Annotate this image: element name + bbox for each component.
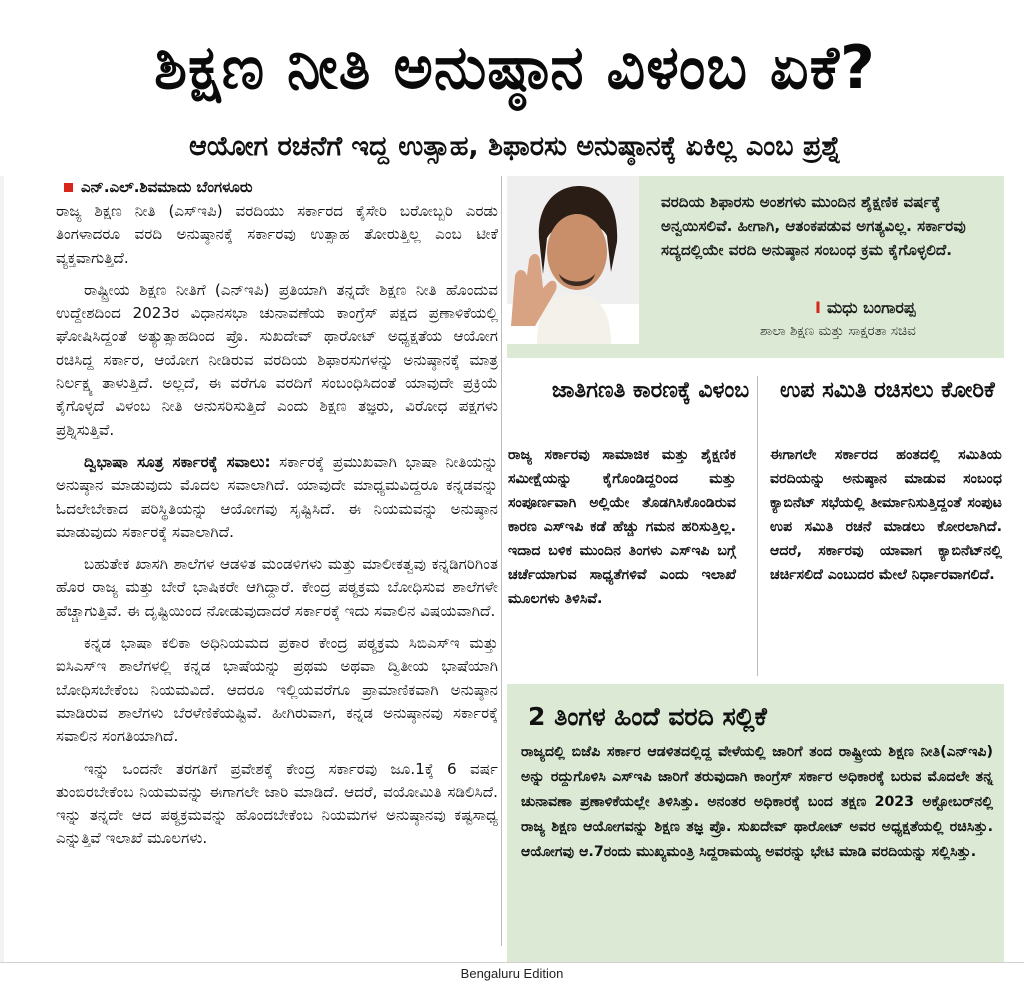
quote-name-text: ಮಧು ಬಂಗಾರಪ್ಪ bbox=[826, 298, 916, 317]
minister-photo bbox=[507, 176, 639, 344]
committee-box-title: ಉಪ ಸಮಿತಿ ರಚಿಸಲು ಕೋರಿಕೆ bbox=[780, 378, 995, 403]
name-bar-icon: I bbox=[815, 298, 821, 317]
article-paragraph: ರಾಷ್ಟ್ರೀಯ ಶಿಕ್ಷಣ ನೀತಿಗೆ (ಎನ್‌ಇಪಿ) ಪ್ರತಿಯಾಗಿ ತನ್ನದೇ ಶಿಕ್ಷಣ ನೀತಿ ಹೊಂದುವ ಉದ್ದೇಶದಿಂದ 2023ರ ವಿಧಾನಸಭಾ ಚುನಾವಣೆಯ ಕಾಂಗ್ರೆಸ್ ಪಕ್ಷದ ಪ್ರಣಾಳಿಕೆಯಲ್ಲಿ ಘೋಷಿಸಿದ್ದಂತೆ ಅತ್ಯುತ್ಸಾಹದಿಂದ ಪ್ರೊ. ಸುಖದೇವ್ ಥಾರೋಟ್ ಅಧ್ಯಕ್ಷತೆಯ ಆಯೋಗ ರಚಿಸಿದ್ದ ಸರ್ಕಾರ, ಆಯೋಗ ನೀಡಿರುವ ವರದಿಯ ಶಿಫಾರಸುಗಳನ್ನು ಅನುಷ್ಠಾನಕ್ಕೆ ಮಾತ್ರ ನಿರ್ಲಕ್ಷ್ಯ ತಾಳುತ್ತಿದೆ. ಅಲ್ಲದೆ, ಈ ವರೆಗೂ ವರದಿಗೆ ಸಂಬಂಧಿಸಿದಂತೆ ಯಾವುದೇ ಪ್ರಕ್ರಿಯೆ ಕೈಗೊಳ್ಳದೆ ವಿಳಂಬ ನೀತಿ ಅನುಸರಿಸುತ್ತಿದೆ ಎಂದು ಶಿಕ್ಷಣ ತಜ್ಞರು, ವಿರೋಧ ಪಕ್ಷಗಳು ಪ್ರಶ್ನಿಸುತ್ತಿವೆ. bbox=[56, 280, 498, 439]
byline-text: ಎನ್.ಎಲ್.ಶಿವಮಾದು ಬೆಂಗಳೂರು bbox=[81, 178, 253, 196]
caste-box-title: ಜಾತಿಗಣತಿ ಕಾರಣಕ್ಕೆ ವಿಳಂಬ bbox=[551, 378, 750, 403]
edition-label: Bengaluru Edition bbox=[460, 966, 564, 981]
article-paragraph: ಬಹುತೇಕ ಖಾಸಗಿ ಶಾಲೆಗಳ ಆಡಳಿತ ಮಂಡಳಿಗಳು ಮತ್ತು ಮಾಲೀಕತ್ವವು ಕನ್ನಡಿಗರಿಗಿಂತ ಹೊರ ರಾಜ್ಯ ಮತ್ತು ಬೇರೆ ಭಾಷಿಕರೇ ಆಗಿದ್ದಾರೆ. ಕೇಂದ್ರ ಪಠ್ಯಕ್ರಮ ಬೋಧಿಸುವ ಶಾಲೆಗಳೇ ಹೆಚ್ಚಾಗುತ್ತಿವೆ. ಈ ದೃಷ್ಟಿಯಿಂದ ನೋಡುವುದಾದರೆ ಸರ್ಕಾರಕ್ಕೆ ಇದು ಸವಾಲಿನ ವಿಷಯವಾಗಿದೆ. bbox=[56, 555, 498, 620]
article-paragraph bbox=[56, 451, 498, 544]
portrait-icon bbox=[507, 176, 639, 344]
quote-text: ವರದಿಯ ಶಿಫಾರಸು ಅಂಶಗಳು ಮುಂದಿನ ಶೈಕ್ಷಣಿಕ ವರ್ಷಕ್ಕೆ ಅನ್ವಯಿಸಲಿವೆ. ಹೀಗಾಗಿ, ಆತಂಕಪಡುವ ಅಗತ್ಯವಿಲ್ಲ. ಸರ್ಕಾರವು ಸದ್ಯದಲ್ಲಿಯೇ ವರದಿ ಅನುಷ್ಠಾನ ಸಂಬಂಧ ಕ್ರಮ ಕೈಗೊಳ್ಳಲಿದೆ. bbox=[661, 193, 966, 259]
column-divider bbox=[501, 176, 502, 946]
headline: ಶಿಕ್ಷಣ ನೀತಿ ಅನುಷ್ಠಾನ ವಿಳಂಬ ಏಕೆ? bbox=[154, 33, 876, 103]
subheadline: ಆಯೋಗ ರಚನೆಗೆ ಇದ್ದ ಉತ್ಸಾಹ, ಶಿಫಾರಸು ಅನುಷ್ಠಾನಕ್ಕೆ ಏಕಿಲ್ಲ ಎಂಬ ಪ್ರಶ್ನೆ bbox=[189, 131, 841, 162]
byline bbox=[64, 176, 498, 198]
quote-role: ಶಾಲಾ ಶಿಕ್ಷಣ ಮತ್ತು ಸಾಕ್ಷರತಾ ಸಚಿವ bbox=[760, 323, 916, 339]
quote-name bbox=[815, 298, 915, 318]
article-paragraph: ರಾಜ್ಯ ಶಿಕ್ಷಣ ನೀತಿ (ಎಸ್‌ಇಪಿ) ವರದಿಯು ಸರ್ಕಾರದ ಕೈಸೇರಿ ಬರೋಬ್ಬರಿ ಎರಡು ತಿಂಗಳಾದರೂ ವರದಿ ಅನುಷ್ಠಾನಕ್ಕೆ ಸರ್ಕಾರವು ಉತ್ಸಾಹ ತೋರುತ್ತಿಲ್ಲ ಎಂಬ ಟೀಕೆ ವ್ಯಕ್ತವಾಗುತ್ತಿದೆ. bbox=[56, 202, 498, 267]
article-paragraph: ಕನ್ನಡ ಭಾಷಾ ಕಲಿಕಾ ಅಧಿನಿಯಮದ ಪ್ರಕಾರ ಕೇಂದ್ರ ಪಠ್ಯಕ್ರಮ ಸಿಬಿಎಸ್‌ಇ ಮತ್ತು ಐಸಿಎಸ್‌ಇ ಶಾಲೆಗಳಲ್ಲಿ ಕನ್ನಡ ಭಾಷೆಯನ್ನು ಪ್ರಥಮ ಅಥವಾ ದ್ವಿತೀಯ ಭಾಷೆಯಾಗಿ ಬೋಧಿಸಬೇಕೆಂಬ ನಿಯಮವಿದೆ. ಆದರೂ ಇಲ್ಲಿಯವರೆಗೂ ಪ್ರಾಮಾಣಿಕವಾಗಿ ಅನುಷ್ಠಾನ ಮಾಡಿರುವ ಶಾಲೆಗಳು ಬೆರಳೆಣಿಕೆಯಷ್ಟಿವೆ. ಹೀಗಿರುವಾಗ, ಕನ್ನಡ ಅನುಷ್ಠಾನವು ಸರ್ಕಾರಕ್ಕೆ ಸವಾಲಿನ ಸಂಗತಿಯಾಗಿದೆ. bbox=[56, 634, 498, 746]
section-text: ಸರ್ಕಾರಕ್ಕೆ ಪ್ರಮುಖವಾಗಿ ಭಾಷಾ ನೀತಿಯನ್ನು ಅನುಷ್ಠಾನ ಮಾಡುವುದು ಮೊದಲ ಸವಾಲಾಗಿದೆ. ಯಾವುದೇ ಮಾಧ್ಯಮವಿದ್ದರೂ ಕನ್ನಡವನ್ನು ಓದಲೇಬೇಕಾದ ಪರಿಸ್ಥಿತಿಯನ್ನು ಆಯೋಗವು ಸೃಷ್ಟಿಸಿದೆ. ಈ ನಿಯಮವನ್ನು ಅನುಷ್ಠಾನ ಮಾಡುವುದು ಸರ್ಕಾರಕ್ಕೆ ಸವಾಲಾಗಿದೆ. bbox=[56, 452, 498, 541]
box-divider bbox=[757, 376, 758, 676]
main-article bbox=[56, 176, 498, 946]
caste-box-body: ರಾಜ್ಯ ಸರ್ಕಾರವು ಸಾಮಾಜಿಕ ಮತ್ತು ಶೈಕ್ಷಣಿಕ ಸಮೀಕ್ಷೆಯನ್ನು ಕೈಗೊಂಡಿದ್ದರಿಂದ ಮತ್ತು ಸಂಪೂರ್ಣವಾಗಿ ಅಲ್ಲಿಯೇ ತೊಡಗಿಸಿಕೊಂಡಿರುವ ಕಾರಣ ಎಸ್‌ಇಪಿ ಕಡೆ ಹೆಚ್ಚು ಗಮನ ಹರಿಸುತ್ತಿಲ್ಲ. ಇದಾದ ಬಳಿಕ ಮುಂದಿನ ತಿಂಗಳು ಎಸ್‌ಇಪಿ ಬಗ್ಗೆ ಚರ್ಚೆಯಾಗುವ ಸಾಧ್ಯತೆಗಳಿವೆ ಎಂದು ಇಲಾಖೆ ಮೂಲಗಳು ತಿಳಿಸಿವೆ. bbox=[508, 447, 736, 607]
page-edge bbox=[0, 176, 4, 962]
footer-divider bbox=[0, 962, 1024, 963]
byline-marker-icon bbox=[64, 183, 73, 192]
article-paragraph: ಇನ್ನು ಒಂದನೇ ತರಗತಿಗೆ ಪ್ರವೇಶಕ್ಕೆ ಕೇಂದ್ರ ಸರ್ಕಾರವು ಜೂ.1ಕ್ಕೆ 6 ವರ್ಷ ತುಂಬಿರಬೇಕೆಂಬ ನಿಯಮವನ್ನು ಈಗಾಗಲೇ ಜಾರಿ ಮಾಡಿದೆ. ಆದರೆ, ವಯೋಮಿತಿ ಸಡಿಲಿಸಿದೆ. ಇನ್ನು ತನ್ನದೇ ಆದ ಪಠ್ಯಕ್ರಮವನ್ನು ಹೊಂದಬೇಕೆಂಬ ನಿಯಮಗಳ ಅನುಷ್ಠಾನವು ಕಷ್ಟಸಾಧ್ಯ ಎನ್ನುತ್ತಿವೆ ಇಲಾಖೆ ಮೂಲಗಳು. bbox=[56, 759, 498, 848]
report-box-body: ರಾಜ್ಯದಲ್ಲಿ ಬಿಜೆಪಿ ಸರ್ಕಾರ ಆಡಳಿತದಲ್ಲಿದ್ದ ವೇಳೆಯಲ್ಲಿ ಜಾರಿಗೆ ತಂದ ರಾಷ್ಟ್ರೀಯ ಶಿಕ್ಷಣ ನೀತಿ(ಎನ್‌ಇಪಿ) ಅನ್ನು ರದ್ದುಗೊಳಿಸಿ ಎಸ್‌ಇಪಿ ಜಾರಿಗೆ ತರುವುದಾಗಿ ಕಾಂಗ್ರೆಸ್ ಸರ್ಕಾರ ಅಧಿಕಾರಕ್ಕೆ ಬರುವ ಮೊದಲೇ ತನ್ನ ಚುನಾವಣಾ ಪ್ರಣಾಳಿಕೆಯಲ್ಲೇ ತಿಳಿಸಿತ್ತು. ಅನಂತರ ಅಧಿಕಾರಕ್ಕೆ ಬಂದ ತಕ್ಷಣ 2023 ಅಕ್ಟೋಬರ್‌ನಲ್ಲಿ ರಾಜ್ಯ ಶಿಕ್ಷಣ ಆಯೋಗವನ್ನು ಶಿಕ್ಷಣ ತಜ್ಞ ಪ್ರೊ. ಸುಖದೇವ್ ಥಾರೋಟ್ ಅವರ ಅಧ್ಯಕ್ಷತೆಯಲ್ಲಿ ರಚಿಸಿತ್ತು. ಆಯೋಗವು ಆ.7ರಂದು ಮುಖ್ಯಮಂತ್ರಿ ಸಿದ್ದರಾಮಯ್ಯ ಅವರನ್ನು ಭೇಟಿ ಮಾಡಿ ವರದಿಯನ್ನು ಸಲ್ಲಿಸಿತ್ತು. bbox=[521, 744, 993, 860]
committee-box-body: ಈಗಾಗಲೇ ಸರ್ಕಾರದ ಹಂತದಲ್ಲಿ ಸಮಿತಿಯ ವರದಿಯನ್ನು ಅನುಷ್ಠಾನ ಮಾಡುವ ಸಂಬಂಧ ಕ್ಯಾಬಿನೆಟ್ ಸಭೆಯಲ್ಲಿ ತೀರ್ಮಾನಿಸುತ್ತಿದ್ದಂತೆ ಸಂಪುಟ ಉಪ ಸಮಿತಿ ರಚನೆ ಮಾಡಲು ಕೋರಲಾಗಿದೆ. ಆದರೆ, ಸರ್ಕಾರವು ಯಾವಾಗ ಕ್ಯಾಬಿನೆಟ್‌ನಲ್ಲಿ ಚರ್ಚಿಸಲಿದೆ ಎಂಬುದರ ಮೇಲೆ ನಿರ್ಧಾರವಾಗಲಿದೆ. bbox=[770, 447, 1002, 583]
section-lead: ದ್ವಿಭಾಷಾ ಸೂತ್ರ ಸರ್ಕಾರಕ್ಕೆ ಸವಾಲು: bbox=[84, 452, 271, 471]
report-box-title: 2 ತಿಂಗಳ ಹಿಂದೆ ವರದಿ ಸಲ್ಲಿಕೆ bbox=[528, 702, 767, 731]
